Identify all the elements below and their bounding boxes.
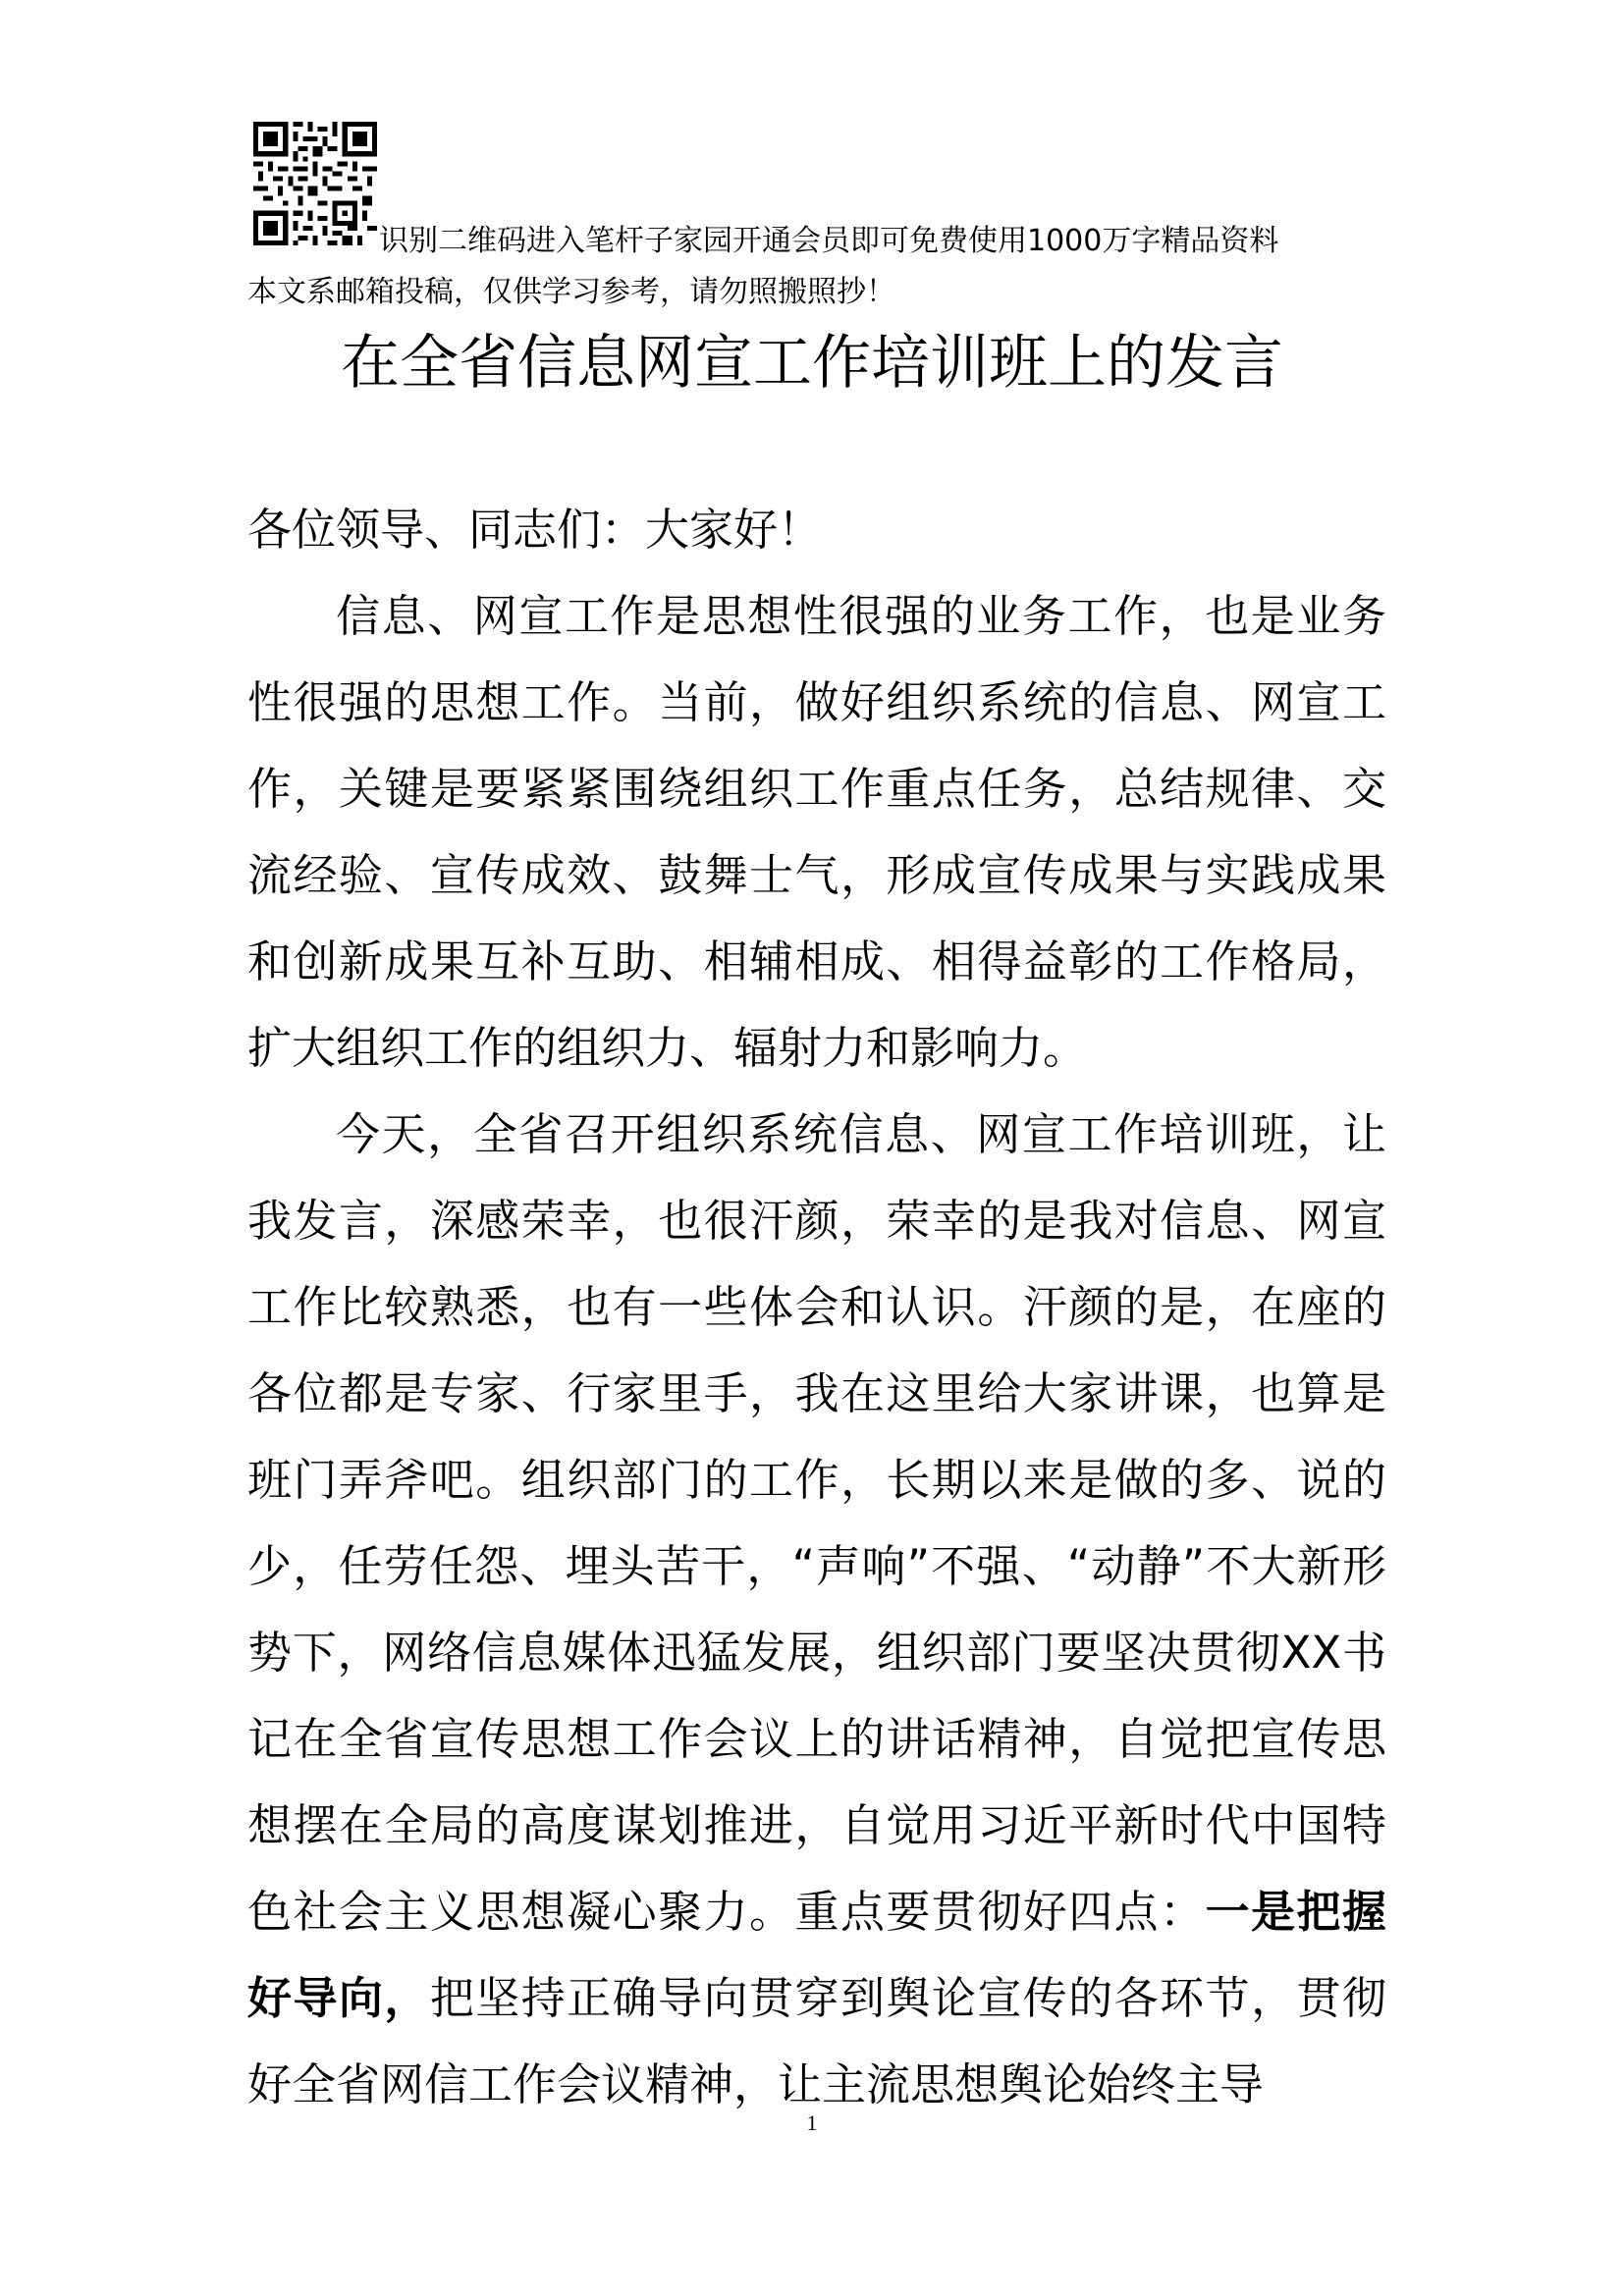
paragraph-2 xyxy=(247,1092,1386,2128)
submission-disclaimer: 本文系邮箱投稿，仅供学习参考，请勿照搬照抄！ xyxy=(247,275,895,309)
paragraph-2-text-end: 把坚持正确导向贯穿到舆论宣传的各环节，贯彻好全省网信工作会议精神，让主流思想舆论始终主导 xyxy=(247,1972,1386,2110)
document-title: 在全省信息网宣工作培训班上的发言 xyxy=(341,329,1283,398)
paragraph-1: 信息、网宣工作是思想性很强的业务工作，也是业务性很强的思想工作。当前，做好组织系统的信息、网宣工作，关键是要紧紧围绕组织工作重点任务，总结规律、交流经验、宣传成效、鼓舞士气，形成宣传成果与实践成果和创新成果互补互助、相辅相成、相得益彰的工作格局，扩大组织工作的组织力、辐射力和影响力。 xyxy=(247,590,1386,1074)
paragraph-2-bold-heading: 一是把握好导向， xyxy=(247,1886,1386,2024)
promo-notice: 识别二维码进入笔杆子家园开通会员即可免费使用1000万字精品资料 xyxy=(379,224,1279,258)
page-number: 1 xyxy=(806,2110,818,2135)
greeting: 各位领导、同志们：大家好！ xyxy=(247,504,823,556)
qr-code-icon xyxy=(253,122,377,245)
paragraph-2-text-start: 今天，全省召开组织系统信息、网宣工作培训班，让我发言，深感荣幸，也很汗颜，荣幸的是我对信息、网宣工作比较熟悉，也有一些体会和认识。汗颜的是，在座的各位都是专家、行家里手，我在这里给大家讲课，也算是班门弄斧吧。组织部门的工作，长期以来是做的多、说的少，任劳任怨、埋头苦干，“声响”不强、“动静”不大新形势下，网络信息媒体迅猛发展，组织部门要坚决贯彻XX书记在全省宣传思想工作会议上的讲话精神，自觉把宣传思想摆在全局的高度谋划推进，自觉用习近平新时代中国特色社会主义思想凝心聚力。重点要贯彻好四点： xyxy=(247,1108,1386,1938)
